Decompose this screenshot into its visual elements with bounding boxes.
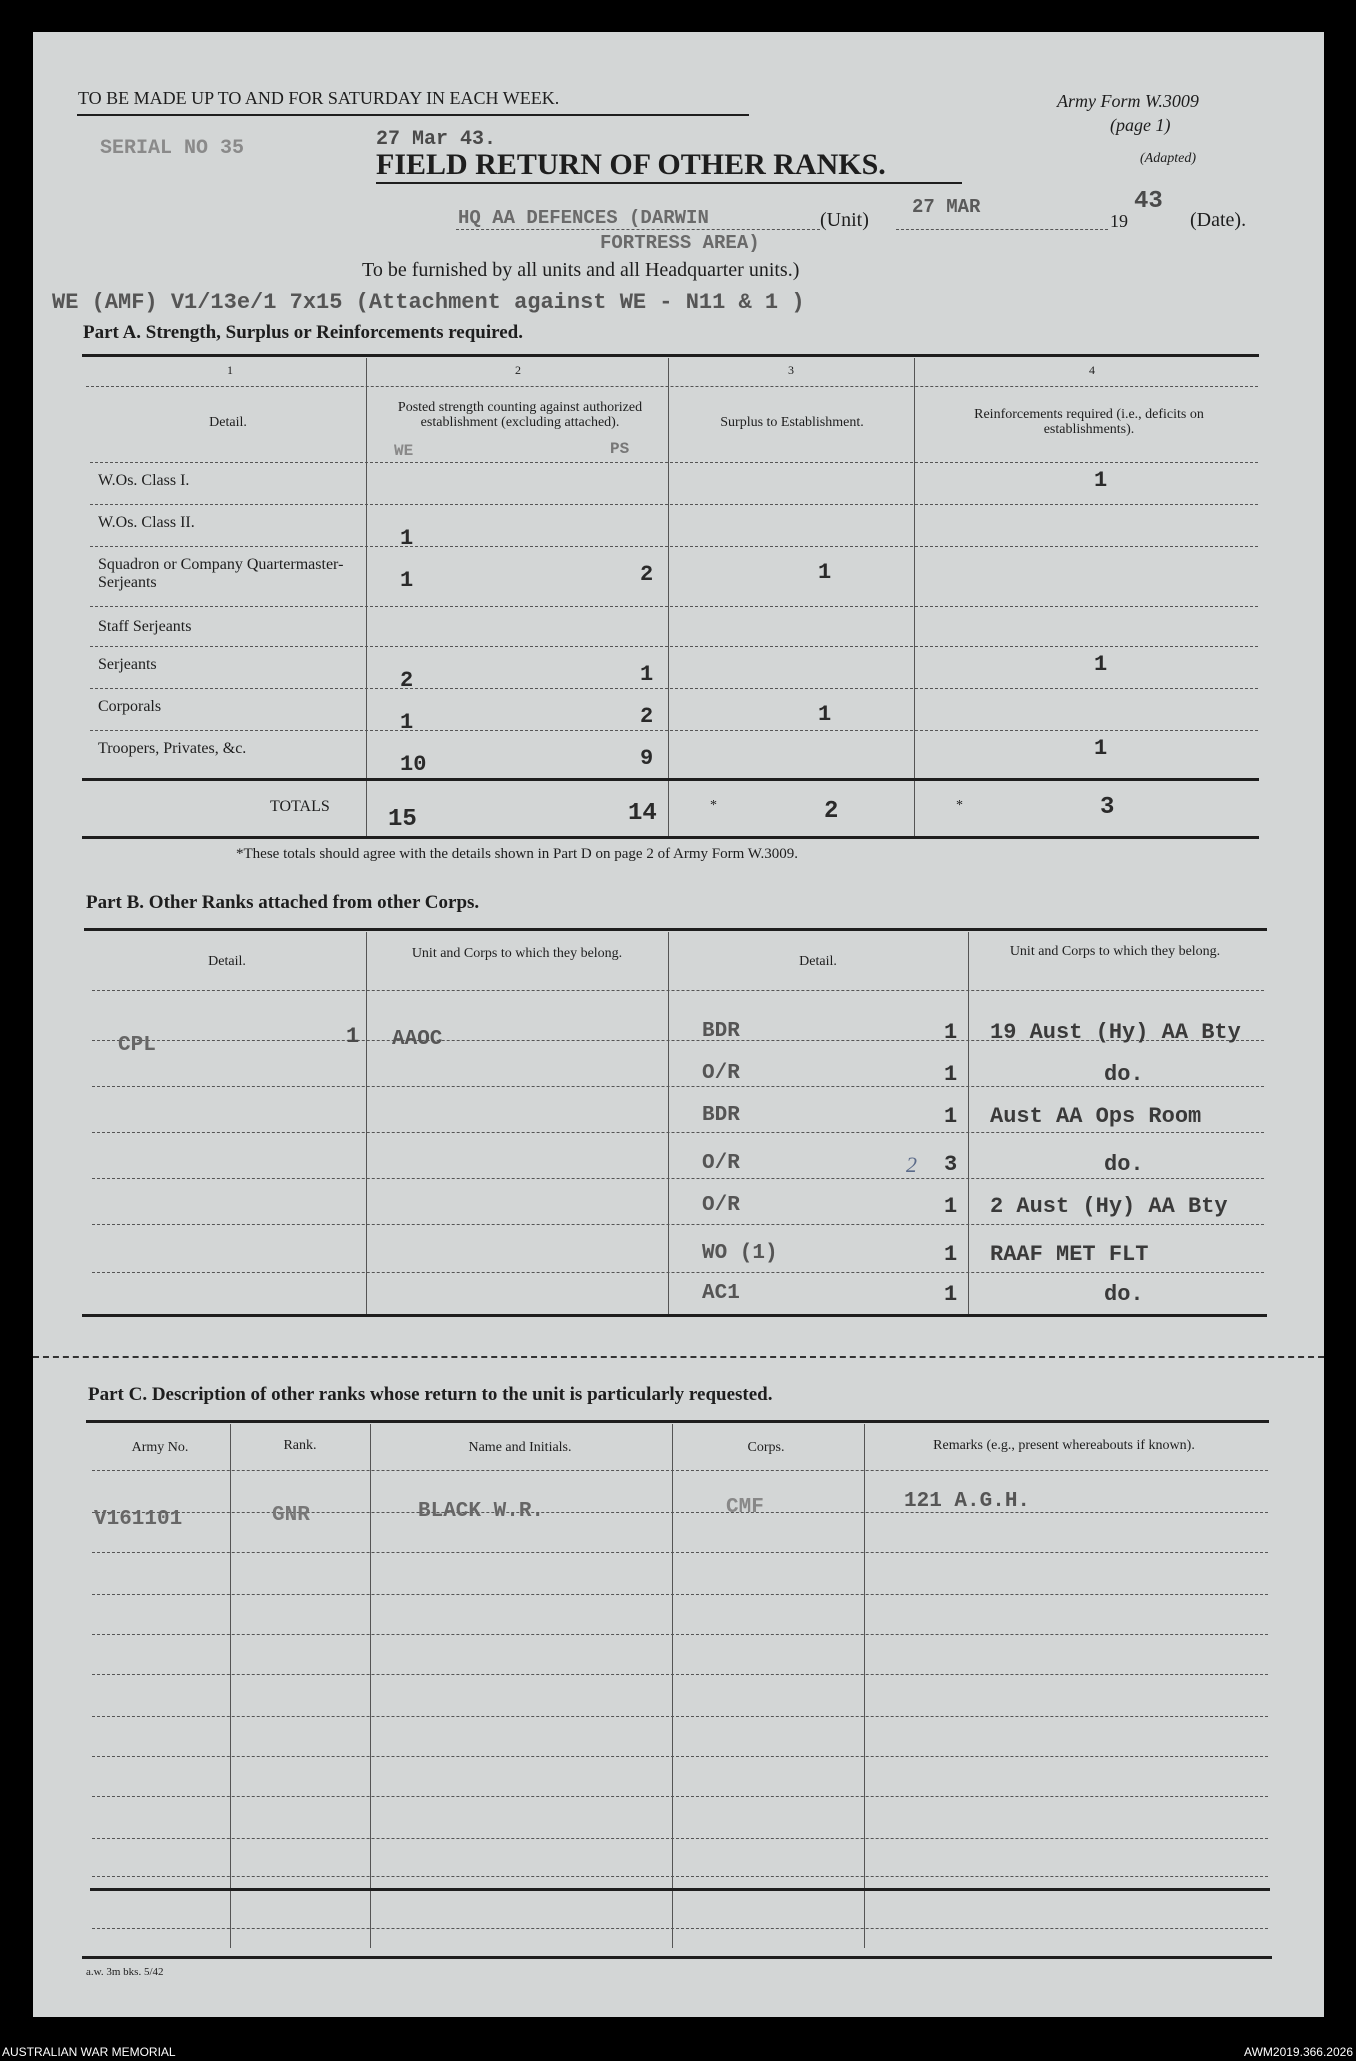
part-a-row-rule [90, 504, 1258, 505]
part-a-row-surplus: 1 [818, 560, 832, 585]
part-c-row-rule [92, 1928, 1268, 1929]
part-c-row-rule [92, 1470, 1268, 1471]
unit-fill-line [456, 229, 820, 230]
part-a-row-surplus: 1 [818, 702, 832, 727]
part-a-row-rule [90, 688, 1258, 689]
part-b-row-rule [92, 1086, 1264, 1087]
part-a-row-rule [90, 730, 1258, 731]
part-a-sub-we: WE [394, 442, 414, 460]
part-c-row-rule [92, 1716, 1268, 1717]
part-b-bottom-rule [82, 1314, 1267, 1317]
part-a-row-detail: Serjeants [98, 656, 157, 673]
part-c-row-rule [92, 1876, 1268, 1877]
part-a-bottom-rule [82, 836, 1259, 839]
title-underline [376, 182, 962, 184]
part-c-row-rule [92, 1634, 1268, 1635]
part-a-col-divider-3 [914, 358, 915, 836]
we-reference: WE (AMF) V1/13e/1 7x15 (Attachment against WE - N11 & 1 ) [52, 290, 805, 315]
part-a-row-detail: W.Os. Class II. [98, 514, 195, 531]
part-c-col-divider-1 [230, 1424, 231, 1948]
part-b-row-rule [92, 1132, 1264, 1133]
part-a-head-reinf: Reinforcements required (i.e., deficits on establishments). [974, 407, 1204, 437]
part-a-col-number-2: 2 [515, 363, 521, 377]
part-b-row-rule [92, 1178, 1264, 1179]
part-c-row-rule [92, 1594, 1268, 1595]
part-a-row-detail: Troopers, Privates, &c. [98, 740, 247, 757]
part-a-row-ps: 2 [640, 704, 654, 729]
part-a-head-detail: Detail. [209, 415, 247, 430]
part-c-title: Part C. Description of other ranks whose return to the unit is particularly requested. [88, 1384, 773, 1405]
part-a-row-detail: Squadron or Company Quartermaster-Serjeants [98, 556, 344, 591]
total-reinf-star: * [956, 798, 963, 813]
date-stamp: 27 Mar 43. [376, 128, 497, 151]
part-c-remarks: 121 A.G.H. [904, 1490, 1031, 1513]
part-a-row-reinf: 1 [1094, 736, 1108, 761]
adapted-note: (Adapted) [1140, 151, 1196, 166]
part-a-row-rule [90, 462, 1258, 463]
part-b-top-rule [84, 928, 1267, 931]
part-a-top-rule [82, 354, 1259, 357]
serial-number-stamp: SERIAL NO 35 [100, 137, 245, 160]
page-title: FIELD RETURN OF OTHER RANKS. [376, 148, 886, 181]
part-b-head-detail-left: Detail. [208, 954, 246, 969]
totals-label: TOTALS [270, 798, 330, 815]
part-b-left-count: 1 [346, 1024, 360, 1049]
part-b-right-unit: do. [1104, 1282, 1144, 1307]
unit-value-line2: FORTRESS AREA) [600, 232, 760, 254]
part-a-col-number-4: 4 [1089, 363, 1095, 377]
part-a-row-reinf: 1 [1094, 652, 1108, 677]
part-b-row-rule [92, 1272, 1264, 1273]
part-b-head-unit-right: Unit and Corps to which they belong. [1009, 944, 1221, 959]
date-label: (Date). [1190, 209, 1247, 231]
part-b-right-unit: RAAF MET FLT [990, 1242, 1149, 1267]
part-a-row-ps: 9 [640, 746, 654, 771]
total-reinf: 3 [1100, 794, 1115, 821]
part-a-row-rule [90, 546, 1258, 547]
part-c-col-divider-3 [672, 1424, 673, 1948]
part-a-head-posted: Posted strength counting against authorized establishment (excluding attached). [397, 400, 643, 430]
print-code: a.w. 3m bks. 5/42 [86, 1966, 164, 1978]
part-a-totals-rule [82, 778, 1259, 781]
part-b-right-count: 1 [944, 1242, 958, 1267]
part-a-col-number-3: 3 [788, 363, 794, 377]
pencil-correction: 2 [906, 1152, 917, 1177]
part-a-row-we: 1 [400, 568, 414, 593]
instruction-underline [77, 114, 749, 116]
part-b-right-rank: O/R [702, 1194, 740, 1217]
part-a-row-rule [90, 646, 1258, 647]
form-number: Army Form W.3009 [1057, 91, 1199, 111]
date-fill-line [896, 229, 1108, 230]
part-a-col-number-1: 1 [227, 363, 233, 377]
part-b-right-rank: O/R [702, 1062, 740, 1085]
part-c-col-divider-4 [864, 1424, 865, 1948]
part-b-head-unit-left: Unit and Corps to which they belong. [411, 946, 623, 961]
part-c-head-corps: Corps. [747, 1440, 785, 1455]
part-c-row-rule [92, 1552, 1268, 1553]
part-a-row-we: 1 [400, 710, 414, 735]
instruction-text: TO BE MADE UP TO AND FOR SATURDAY IN EACH WEEK. [78, 88, 560, 108]
part-b-head-rule [92, 990, 1264, 991]
part-a-title: Part A. Strength, Surplus or Reinforcements required. [83, 322, 523, 343]
part-a-row-ps: 2 [640, 562, 654, 587]
part-c-head-remarks: Remarks (e.g., present whereabouts if known). [933, 1438, 1195, 1453]
part-b-right-count: 1 [944, 1104, 958, 1129]
archive-label: AUSTRALIAN WAR MEMORIAL [2, 2045, 176, 2059]
part-c-top-rule [86, 1420, 1269, 1423]
total-ps: 14 [628, 800, 657, 827]
part-a-number-rule [86, 386, 1258, 387]
part-c-row-rule [92, 1512, 1268, 1513]
part-c-head-name: Name and Initials. [468, 1440, 572, 1455]
unit-value: HQ AA DEFENCES (DARWIN [458, 207, 709, 229]
part-c-row-rule [92, 1674, 1268, 1675]
part-b-right-rank: BDR [702, 1104, 740, 1127]
part-a-row-detail: Corporals [98, 698, 162, 715]
part-b-left-rank: CPL [118, 1034, 156, 1057]
part-b-right-unit: Aust AA Ops Room [990, 1104, 1202, 1129]
year-value: 43 [1134, 188, 1163, 215]
page-number: (page 1) [1110, 115, 1171, 135]
part-a-sub-ps: PS [610, 440, 630, 458]
part-c-bottom-rule [82, 1956, 1272, 1959]
part-b-right-count: 1 [944, 1062, 958, 1087]
part-a-row-reinf: 1 [1094, 468, 1108, 493]
total-surplus-star: * [710, 798, 717, 813]
part-b-title: Part B. Other Ranks attached from other Corps. [86, 892, 480, 913]
part-a-row-we: 2 [400, 668, 414, 693]
part-a-row-rule [90, 606, 1258, 607]
part-a-row-we: 10 [400, 752, 427, 777]
part-b-right-count: 1 [944, 1020, 958, 1045]
part-c-head-rank: Rank. [283, 1438, 317, 1453]
totals-footnote: *These totals should agree with the details shown in Part D on page 2 of Army Form W.3009. [236, 846, 799, 862]
part-b-right-unit: do. [1104, 1062, 1144, 1087]
part-b-left-unit: AAOC [392, 1028, 443, 1051]
perforation-line [33, 1356, 1324, 1358]
part-b-right-count: 3 [944, 1152, 958, 1177]
part-b-right-rank: BDR [702, 1020, 740, 1043]
part-a-col-divider-2 [668, 358, 669, 836]
part-b-right-rank: WO (1) [702, 1242, 778, 1265]
part-a-row-detail: W.Os. Class I. [98, 472, 190, 489]
part-c-army-no: V161101 [94, 1508, 183, 1531]
part-c-row-rule [92, 1756, 1268, 1757]
part-a-row-we: 1 [400, 526, 414, 551]
total-we: 15 [388, 806, 417, 833]
part-c-name: BLACK W.R. [418, 1500, 545, 1523]
total-surplus: 2 [824, 798, 839, 825]
year-prefix: 19 [1110, 211, 1128, 231]
part-c-row-rule [92, 1796, 1268, 1797]
part-a-head-surplus: Surplus to Establishment. [720, 415, 864, 430]
part-a-row-detail: Staff Serjeants [98, 618, 192, 635]
part-c-col-divider-2 [370, 1424, 371, 1948]
part-b-right-count: 1 [944, 1282, 958, 1307]
part-a-row-ps: 1 [640, 662, 654, 687]
part-b-row-rule [92, 1224, 1264, 1225]
part-b-right-rank: AC1 [702, 1282, 740, 1305]
part-b-right-count: 1 [944, 1194, 958, 1219]
part-b-right-unit: do. [1104, 1152, 1144, 1177]
unit-label: (Unit) [820, 209, 869, 231]
part-b-right-unit: 2 Aust (Hy) AA Bty [990, 1194, 1228, 1219]
part-c-row-rule [92, 1838, 1268, 1839]
part-b-right-unit: 19 Aust (Hy) AA Bty [990, 1020, 1241, 1045]
archive-reference: AWM2019.366.2026 [1244, 2045, 1353, 2059]
part-a-col-divider-1 [366, 358, 367, 836]
part-c-head-army-no: Army No. [131, 1440, 189, 1455]
part-c-total-rule [90, 1888, 1270, 1891]
furnish-note: To be furnished by all units and all Headquarter units.) [362, 259, 800, 281]
part-b-right-rank: O/R [702, 1152, 740, 1175]
date-value: 27 MAR [912, 196, 981, 218]
part-b-head-detail-right: Detail. [799, 954, 837, 969]
part-c-corps: CMF [726, 1496, 764, 1519]
part-c-rank: GNR [272, 1504, 310, 1527]
